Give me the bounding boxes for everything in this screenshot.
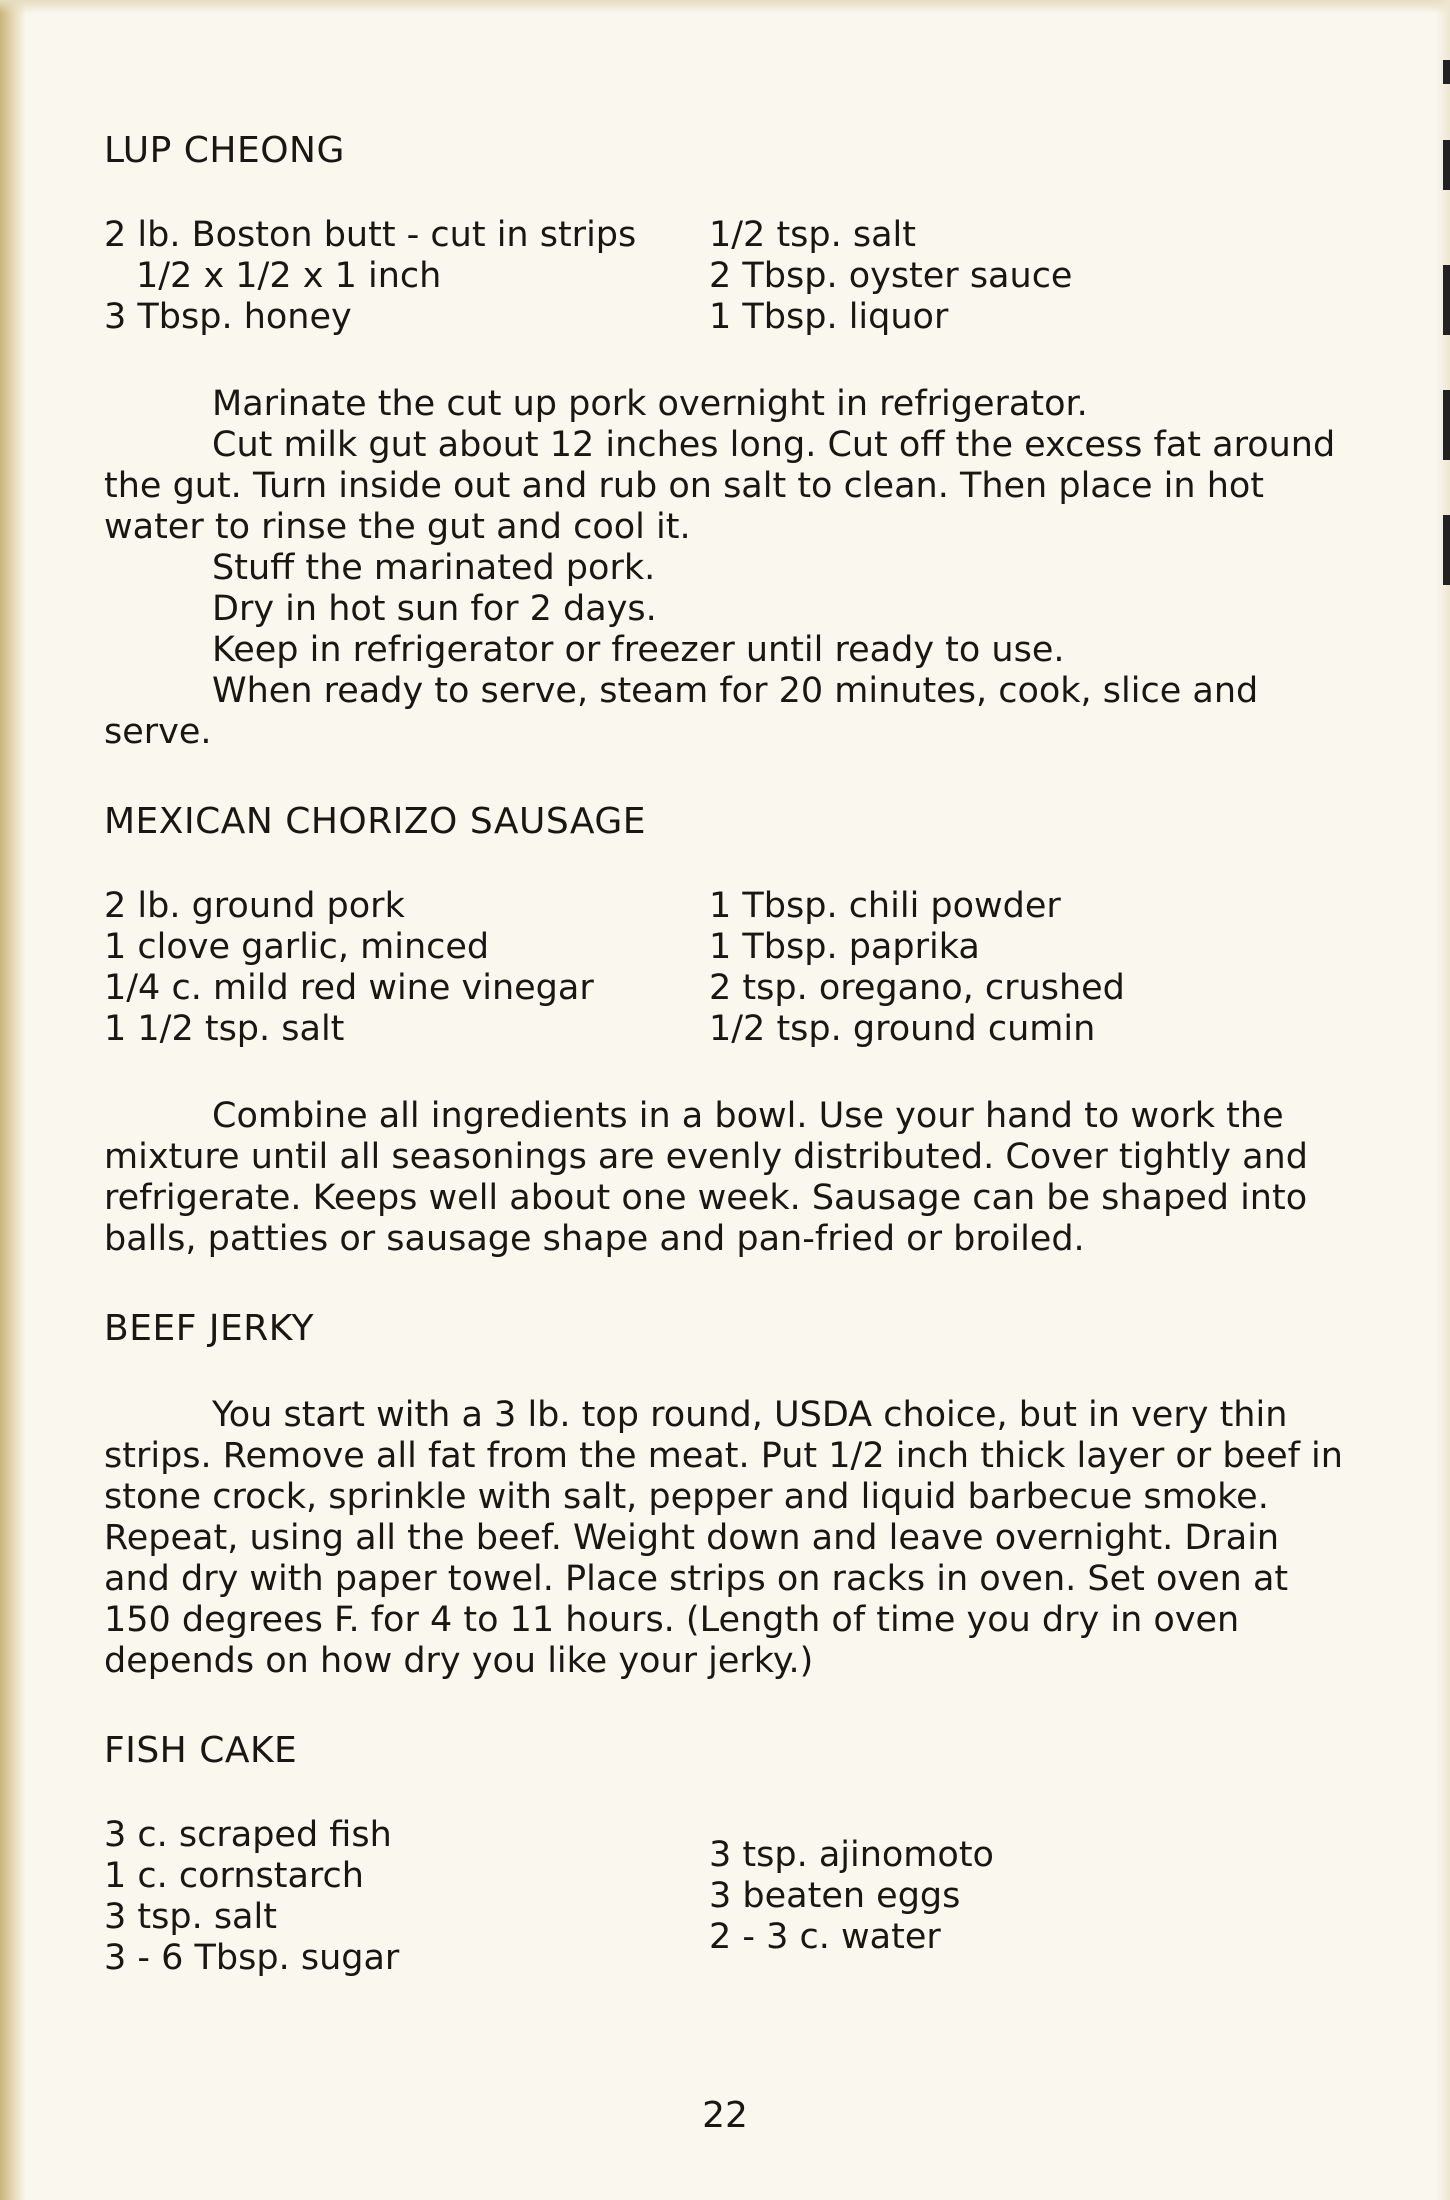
recipe-fish-cake (104, 1730, 1344, 1979)
ingredient-item: 1 Tbsp. paprika (709, 927, 980, 967)
ingredient-column-right (709, 215, 1344, 338)
ingredient-item: 3 c. scraped fish (104, 1815, 392, 1855)
direction-step: Stuff the marinated pork. (212, 548, 656, 588)
ingredient-item: 1 c. cornstarch (104, 1856, 364, 1896)
recipe-directions (104, 1096, 1344, 1260)
page-content (104, 130, 1344, 1979)
direction-step: Combine all ingredients in a bowl. Use your hand to work the mixture until all seasonings are evenly distributed. Cover tightly and refrigerate. Keeps well about one week. Sausage can be shaped into balls, patties or sausage shape and pan-fried or broiled. (104, 1096, 1308, 1259)
ingredient-item: 2 lb. Boston butt - cut in strips (104, 215, 637, 255)
recipe-title: LUP CHEONG (104, 130, 345, 171)
ingredient-item: 2 Tbsp. oyster sauce (709, 256, 1073, 296)
ingredient-column-left (104, 886, 709, 1050)
direction-step: Keep in refrigerator or freezer until ready to use. (212, 630, 1065, 670)
page-top-shadow (0, 0, 1450, 14)
direction-step: Cut milk gut about 12 inches long. Cut off the excess fat around the gut. Turn inside out and rub on salt to clean. Then place in hot water to rinse the gut and cool it. (104, 425, 1336, 547)
ingredient-item: 1/2 x 1/2 x 1 inch (136, 256, 442, 296)
page-edge-mark (1443, 60, 1450, 84)
ingredient-item: 1 Tbsp. chili powder (709, 886, 1061, 926)
ingredient-item: 3 Tbsp. honey (104, 297, 352, 337)
page-edge-mark (1443, 265, 1450, 335)
ingredient-list (104, 886, 1344, 1050)
ingredient-list (104, 1815, 1344, 1979)
recipe-title: BEEF JERKY (104, 1308, 315, 1349)
direction-step: You start with a 3 lb. top round, USDA choice, but in very thin strips. Remove all fat from the meat. Put 1/2 inch thick layer or beef in stone crock, sprinkle with salt, pepper and liquid barbecue smoke. Repeat, using all the beef. Weight down and leave overnight. Drain and dry with paper towel. Place strips on racks in oven. Set oven at 150 degrees F. for 4 to 11 hours. (Length of time you dry in oven depends on how dry you like your jerky.) (104, 1395, 1343, 1681)
page-edge-mark (1443, 390, 1450, 460)
ingredient-item: 1 clove garlic, minced (104, 927, 490, 967)
ingredient-item: 1/2 tsp. ground cumin (709, 1009, 1096, 1049)
ingredient-item: 3 tsp. salt (104, 1897, 277, 1937)
direction-step: Dry in hot sun for 2 days. (212, 589, 657, 629)
recipe-title: FISH CAKE (104, 1730, 298, 1771)
recipe-mexican-chorizo-sausage (104, 801, 1344, 1260)
recipe-lup-cheong (104, 130, 1344, 753)
ingredient-list (104, 215, 1344, 338)
ingredient-column-right (709, 886, 1344, 1050)
ingredient-item: 1 1/2 tsp. salt (104, 1009, 345, 1049)
recipe-directions (104, 384, 1344, 753)
ingredient-item: 3 tsp. ajinomoto (709, 1835, 994, 1875)
recipe-beef-jerky (104, 1308, 1344, 1682)
ingredient-item: 1/2 tsp. salt (709, 215, 917, 255)
page-binding-shadow (0, 0, 26, 2200)
ingredient-column-left (104, 1815, 709, 1979)
page-edge-mark (1443, 140, 1450, 190)
page-number: 22 (702, 2095, 748, 2136)
ingredient-item: 2 lb. ground pork (104, 886, 405, 926)
ingredient-item: 2 tsp. oregano, crushed (709, 968, 1125, 1008)
recipe-directions (104, 1395, 1344, 1682)
ingredient-item: 1 Tbsp. liquor (709, 297, 949, 337)
ingredient-column-right (709, 1815, 1344, 1979)
direction-step: Marinate the cut up pork overnight in refrigerator. (212, 384, 1088, 424)
ingredient-column-left (104, 215, 709, 338)
direction-step: When ready to serve, steam for 20 minutes, cook, slice and serve. (104, 671, 1259, 752)
page-edge-mark (1443, 515, 1450, 585)
recipe-title: MEXICAN CHORIZO SAUSAGE (104, 801, 646, 842)
ingredient-item: 3 - 6 Tbsp. sugar (104, 1938, 400, 1978)
ingredient-item: 1/4 c. mild red wine vinegar (104, 968, 594, 1008)
ingredient-item: 2 - 3 c. water (709, 1917, 941, 1957)
ingredient-item: 3 beaten eggs (709, 1876, 961, 1916)
